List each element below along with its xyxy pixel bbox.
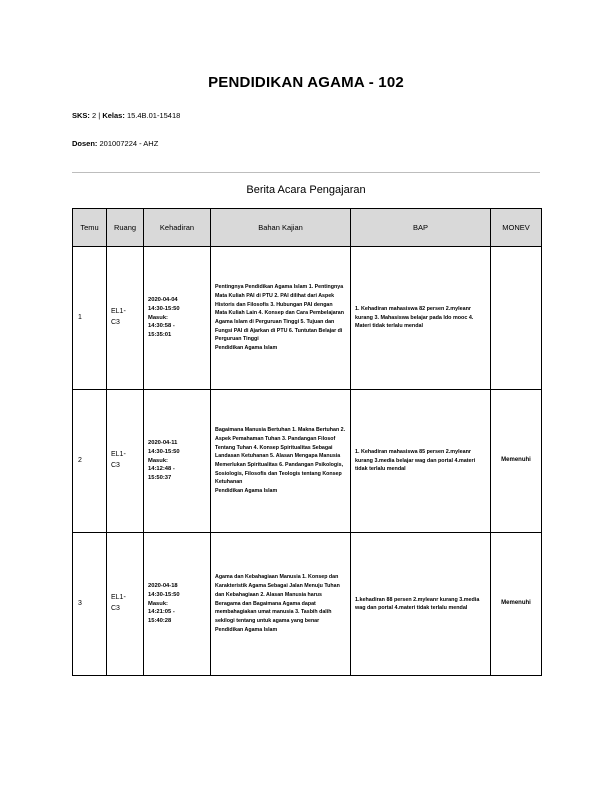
- kehadiran-schedule: 14:30-15:50: [148, 305, 180, 312]
- bahan-footer: Pendidikan Agama Islam: [215, 488, 278, 495]
- table-row: [73, 390, 542, 533]
- bap-table: [72, 208, 542, 676]
- kehadiran-schedule: 14:30-15:50: [148, 591, 180, 598]
- temu-number: 2: [78, 456, 82, 464]
- page-title: PENDIDIKAN AGAMA - 102: [208, 74, 404, 91]
- header-bap: BAP: [351, 209, 491, 247]
- divider: [72, 172, 540, 173]
- bap-text: 1. Kehadiran mahasiswa 82 persen 2.myleanr kurang 3. Mahasiswa belajar pada ldo mooc 4. Materi tidak terlalu mendal: [355, 306, 474, 330]
- cell-monev: [491, 247, 542, 390]
- section-title: Berita Acara Pengajaran: [246, 184, 366, 196]
- kehadiran-masuk-label: Masuk:: [148, 600, 168, 607]
- kehadiran-in-time: 14:30:58 -: [148, 323, 175, 330]
- cell-kehadiran: [144, 247, 211, 390]
- cell-bahan-kajian: [211, 390, 351, 533]
- bahan-text: Bagaimana Manusia Bertuhan 1. Makna Bertuhan 2. Aspek Pemahaman Tuhan 3. Pandangan Filosof Tentang Tuhan 4. Konsep Spiritualitas Sebagai Landasan Ketuhanan 5. Alasan Mengapa Manusia Memerlukan Spiritualitas 6. Pandangan Psikologis, Sosiologis, Filosofis dan Teologis tentang Konsep Ketuhanan: [215, 427, 346, 486]
- header-temu: Temu: [73, 209, 107, 247]
- bahan-text: Pentingnya Pendidikan Agama Islam 1. Pentingnya Mata Kuliah PAI di PTU 2. PAI dilihat dari Aspek Historis dan Filosofis 3. Hubungan PAI dengan Mata Kuliah Lain 4. Konsep dan Cara Pembelajaran Agama Islam di Perguruan Tinggi 5. Tujuan dan Fungsi PAI di Ajarkan di PTU 6. Tuntutan Belajar di Perguruan Tinggi: [215, 284, 344, 343]
- temu-number: 3: [78, 599, 82, 607]
- bap-text: 1. Kehadiran mahasiswa 85 persen 2.myleanr kurang 3.media belajar wag dan portal 4.materi tidak terlalu mendal: [355, 449, 476, 473]
- cell-ruang: [107, 390, 144, 533]
- temu-number: 1: [78, 313, 82, 321]
- kehadiran-out-time: 15:50:37: [148, 475, 172, 482]
- cell-temu: [73, 533, 107, 676]
- dosen-value: 201007224 - AHZ: [99, 139, 159, 148]
- cell-ruang: [107, 247, 144, 390]
- cell-bap: [351, 390, 491, 533]
- header-monev: MONEV: [491, 209, 542, 247]
- dosen-label: Dosen:: [72, 139, 98, 148]
- cell-bahan-kajian: [211, 247, 351, 390]
- kehadiran-in-time: 14:12:48 -: [148, 466, 175, 473]
- ruang-line: EL1-: [111, 308, 126, 316]
- kelas-value: 15.4B.01-15418: [126, 111, 181, 120]
- sks-label: SKS:: [72, 111, 90, 120]
- kehadiran-date: 2020-04-04: [148, 296, 178, 303]
- kehadiran-out-time: 15:40:28: [148, 618, 172, 625]
- kehadiran-date: 2020-04-11: [148, 439, 178, 446]
- table-row: [73, 533, 542, 676]
- header-bahan-kajian: Bahan Kajian: [211, 209, 351, 247]
- cell-monev: [491, 390, 542, 533]
- bahan-footer: Pendidikan Agama Islam: [215, 626, 278, 633]
- monev-status: [491, 315, 541, 321]
- kehadiran-out-time: 15:35:01: [148, 332, 172, 339]
- monev-status: Memenuhi: [501, 600, 531, 607]
- separator: |: [98, 111, 101, 120]
- header-ruang: Ruang: [107, 209, 144, 247]
- lecturer-info: [72, 139, 158, 148]
- ruang-line: C3: [111, 605, 120, 612]
- kehadiran-date: 2020-04-18: [148, 582, 178, 589]
- cell-ruang: [107, 533, 144, 676]
- bahan-text: Agama dan Kebahagiaan Manusia 1. Konsep dan Karakteristik Agama Sebagai Jalan Menuju Tuhan dan Kebahagiaan 2. Alasan Manusia harus Beragama dan Bagaimana Agama dapat membahagiakan umat manusia 3. Tasbih dalih sekilogi tentang untuk agama yang benar: [215, 574, 340, 625]
- kehadiran-masuk-label: Masuk:: [148, 457, 168, 464]
- table-header-row: [73, 209, 542, 247]
- cell-temu: [73, 247, 107, 390]
- bahan-footer: Pendidikan Agama Islam: [215, 345, 278, 352]
- kehadiran-schedule: 14:30-15:50: [148, 448, 180, 455]
- cell-temu: [73, 390, 107, 533]
- kehadiran-masuk-label: Masuk:: [148, 314, 168, 321]
- cell-bap: [351, 533, 491, 676]
- cell-monev: [491, 533, 542, 676]
- ruang-line: EL1-: [111, 594, 126, 602]
- kelas-label: Kelas:: [102, 111, 125, 120]
- cell-kehadiran: [144, 390, 211, 533]
- table-row: [73, 247, 542, 390]
- monev-status: Memenuhi: [501, 457, 531, 464]
- ruang-line: C3: [111, 462, 120, 469]
- cell-bahan-kajian: [211, 533, 351, 676]
- header-kehadiran: Kehadiran: [144, 209, 211, 247]
- cell-bap: [351, 247, 491, 390]
- cell-kehadiran: [144, 533, 211, 676]
- ruang-line: C3: [111, 319, 120, 326]
- ruang-line: EL1-: [111, 451, 126, 459]
- course-info: [72, 111, 180, 120]
- bap-text: 1.kehadiran 88 persen 2.myleanr kurang 3.media wag dan portal 4.materi tidak terlalu mendal: [355, 596, 480, 611]
- kehadiran-in-time: 14:21:05 -: [148, 609, 175, 616]
- sks-value: 2: [92, 111, 97, 120]
